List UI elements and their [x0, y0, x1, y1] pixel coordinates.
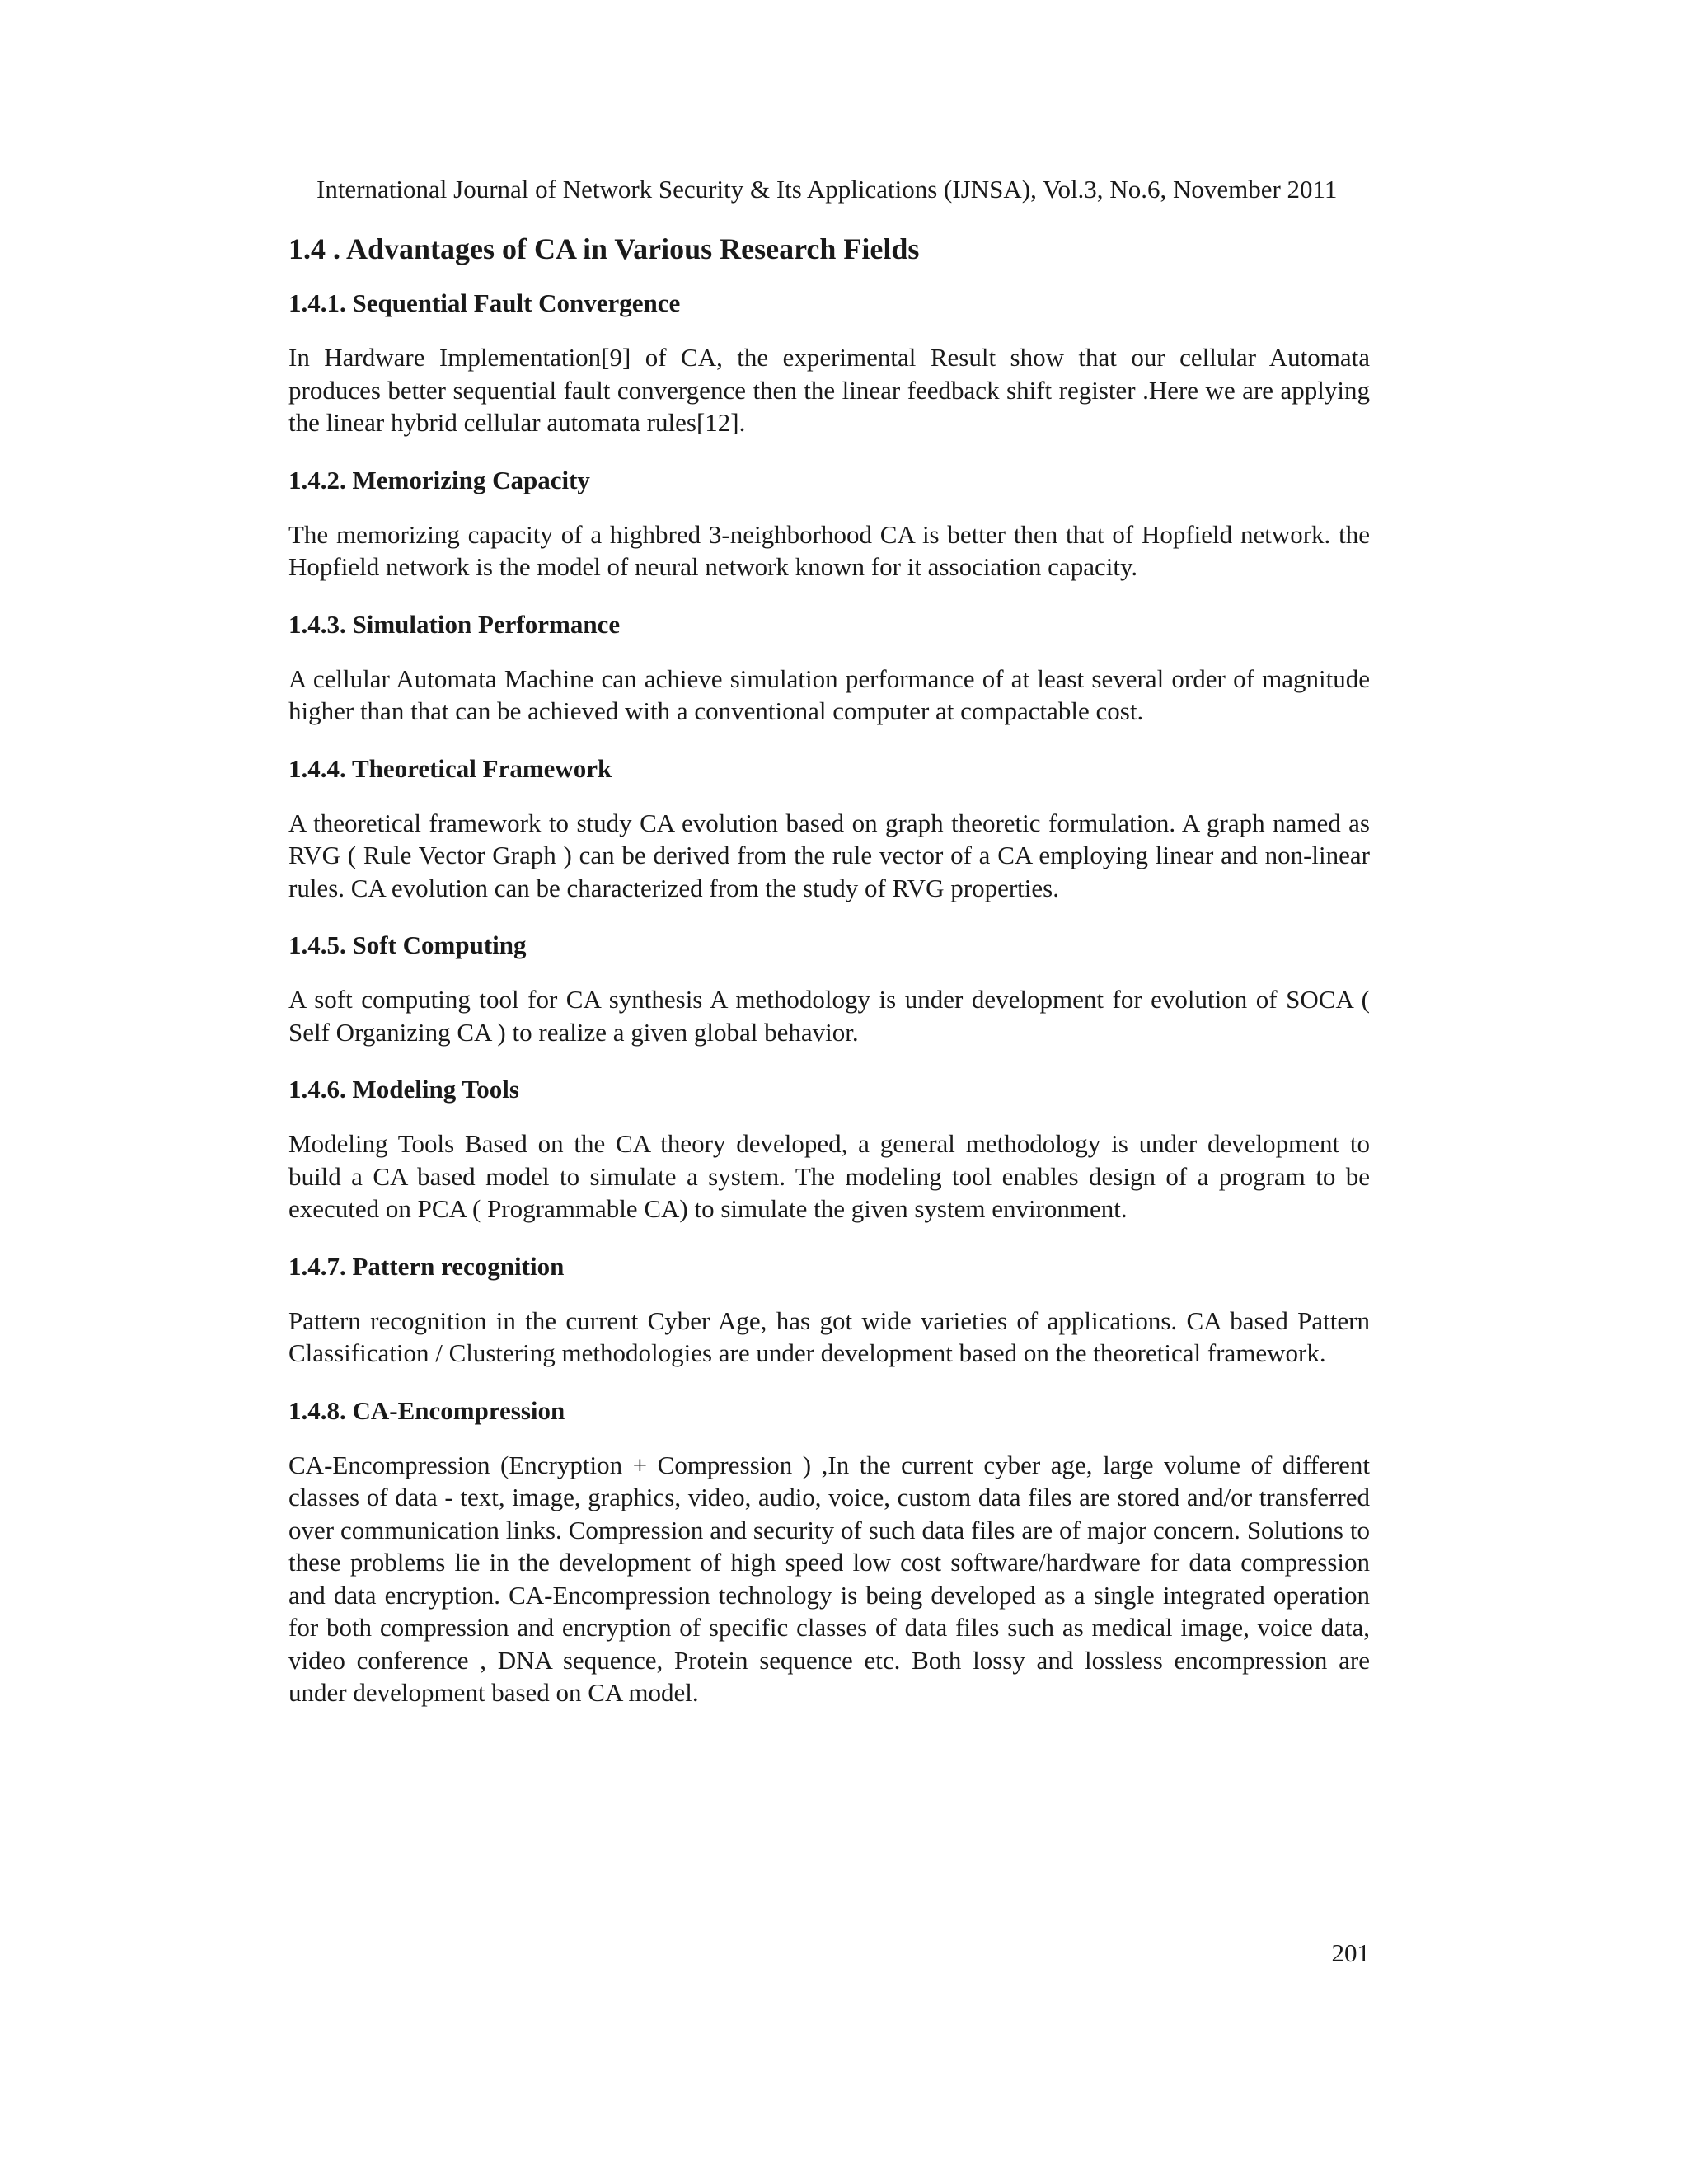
paragraph: In Hardware Implementation[9] of CA, the experimental Result show that our cellular Automata produces better sequential fault convergence then the linear feedback shift register .Here we are applying the linear hybrid cellular automata rules[12].: [288, 343, 1370, 437]
subsection-title: 1.4.1. Sequential Fault Convergence: [288, 288, 681, 317]
subsection-title: 1.4.4. Theoretical Framework: [288, 753, 612, 783]
subsection-title: 1.4.2. Memorizing Capacity: [288, 465, 590, 494]
running-header: International Journal of Network Security & Its Applications (IJNSA), Vol.3, No.6, November 2011: [316, 175, 1338, 204]
paragraph: Pattern recognition in the current Cyber Age, has got wide varieties of applications. CA based Pattern Classification / Clustering methodologies are under development based on the theoretical framework.: [288, 1305, 1370, 1367]
page-number: 201: [1331, 1938, 1370, 1967]
subsection-title: 1.4.3. Simulation Performance: [288, 609, 621, 639]
page-content: [288, 229, 1370, 1734]
subsection-sequential-fault-convergence: [288, 287, 1370, 439]
subsection-pattern-recognition: [288, 1250, 1370, 1370]
paragraph: The memorizing capacity of a highbred 3-neighborhood CA is better then that of Hopfield network. the Hopfield network is the model of neural network known for it association capacity.: [288, 519, 1370, 581]
subsection-memorizing-capacity: [288, 464, 1370, 583]
subsection-title: 1.4.6. Modeling Tools: [288, 1075, 519, 1104]
subsection-title: 1.4.5. Soft Computing: [288, 930, 527, 959]
paragraph: A cellular Automata Machine can achieve simulation performance of at least several order of magnitude higher than that can be achieved with a conventional computer at compactable cost.: [288, 663, 1370, 725]
paragraph: Modeling Tools Based on the CA theory developed, a general methodology is under development to build a CA based model to simulate a system. The modeling tool enables design of a program to be executed on PCA ( Programmable CA) to simulate the given system environment.: [288, 1129, 1370, 1223]
subsection-theoretical-framework: [288, 752, 1370, 905]
subsection-title: 1.4.8. CA-Encompression: [288, 1395, 565, 1425]
subsection-simulation-performance: [288, 608, 1370, 728]
paragraph: A soft computing tool for CA synthesis A methodology is under development for evolution of SOCA ( Self Organizing CA ) to realize a given global behavior.: [288, 985, 1370, 1047]
subsection-title: 1.4.7. Pattern recognition: [288, 1251, 565, 1281]
subsection-soft-computing: [288, 929, 1370, 1048]
paragraph: CA-Encompression (Encryption + Compression ) ,In the current cyber age, large volume of different classes of data - text, image, graphics, video, audio, voice, custom data files are stored and/or transferred over communication links. Compression and security of such data files are of major concern. Solutions to these problems lie in the development of high speed low cost software/hardware for data compression and data encryption. CA-Encompression technology is being developed as a single integrated operation for both compression and encryption of specific classes of data files such as medical image, voice data, video conference , DNA sequence, Protein sequence etc. Both lossy and lossless encompression are under development based on CA model.: [288, 1450, 1370, 1707]
subsection-ca-encompression: [288, 1394, 1370, 1709]
subsection-modeling-tools: [288, 1073, 1370, 1226]
paragraph: A theoretical framework to study CA evolution based on graph theoretic formulation. A graph named as RVG ( Rule Vector Graph ) can be derived from the rule vector of a CA employing linear and non-linear rules. CA evolution can be characterized from the study of RVG properties.: [288, 808, 1370, 902]
section-title: 1.4 . Advantages of CA in Various Research Fields: [288, 232, 920, 265]
